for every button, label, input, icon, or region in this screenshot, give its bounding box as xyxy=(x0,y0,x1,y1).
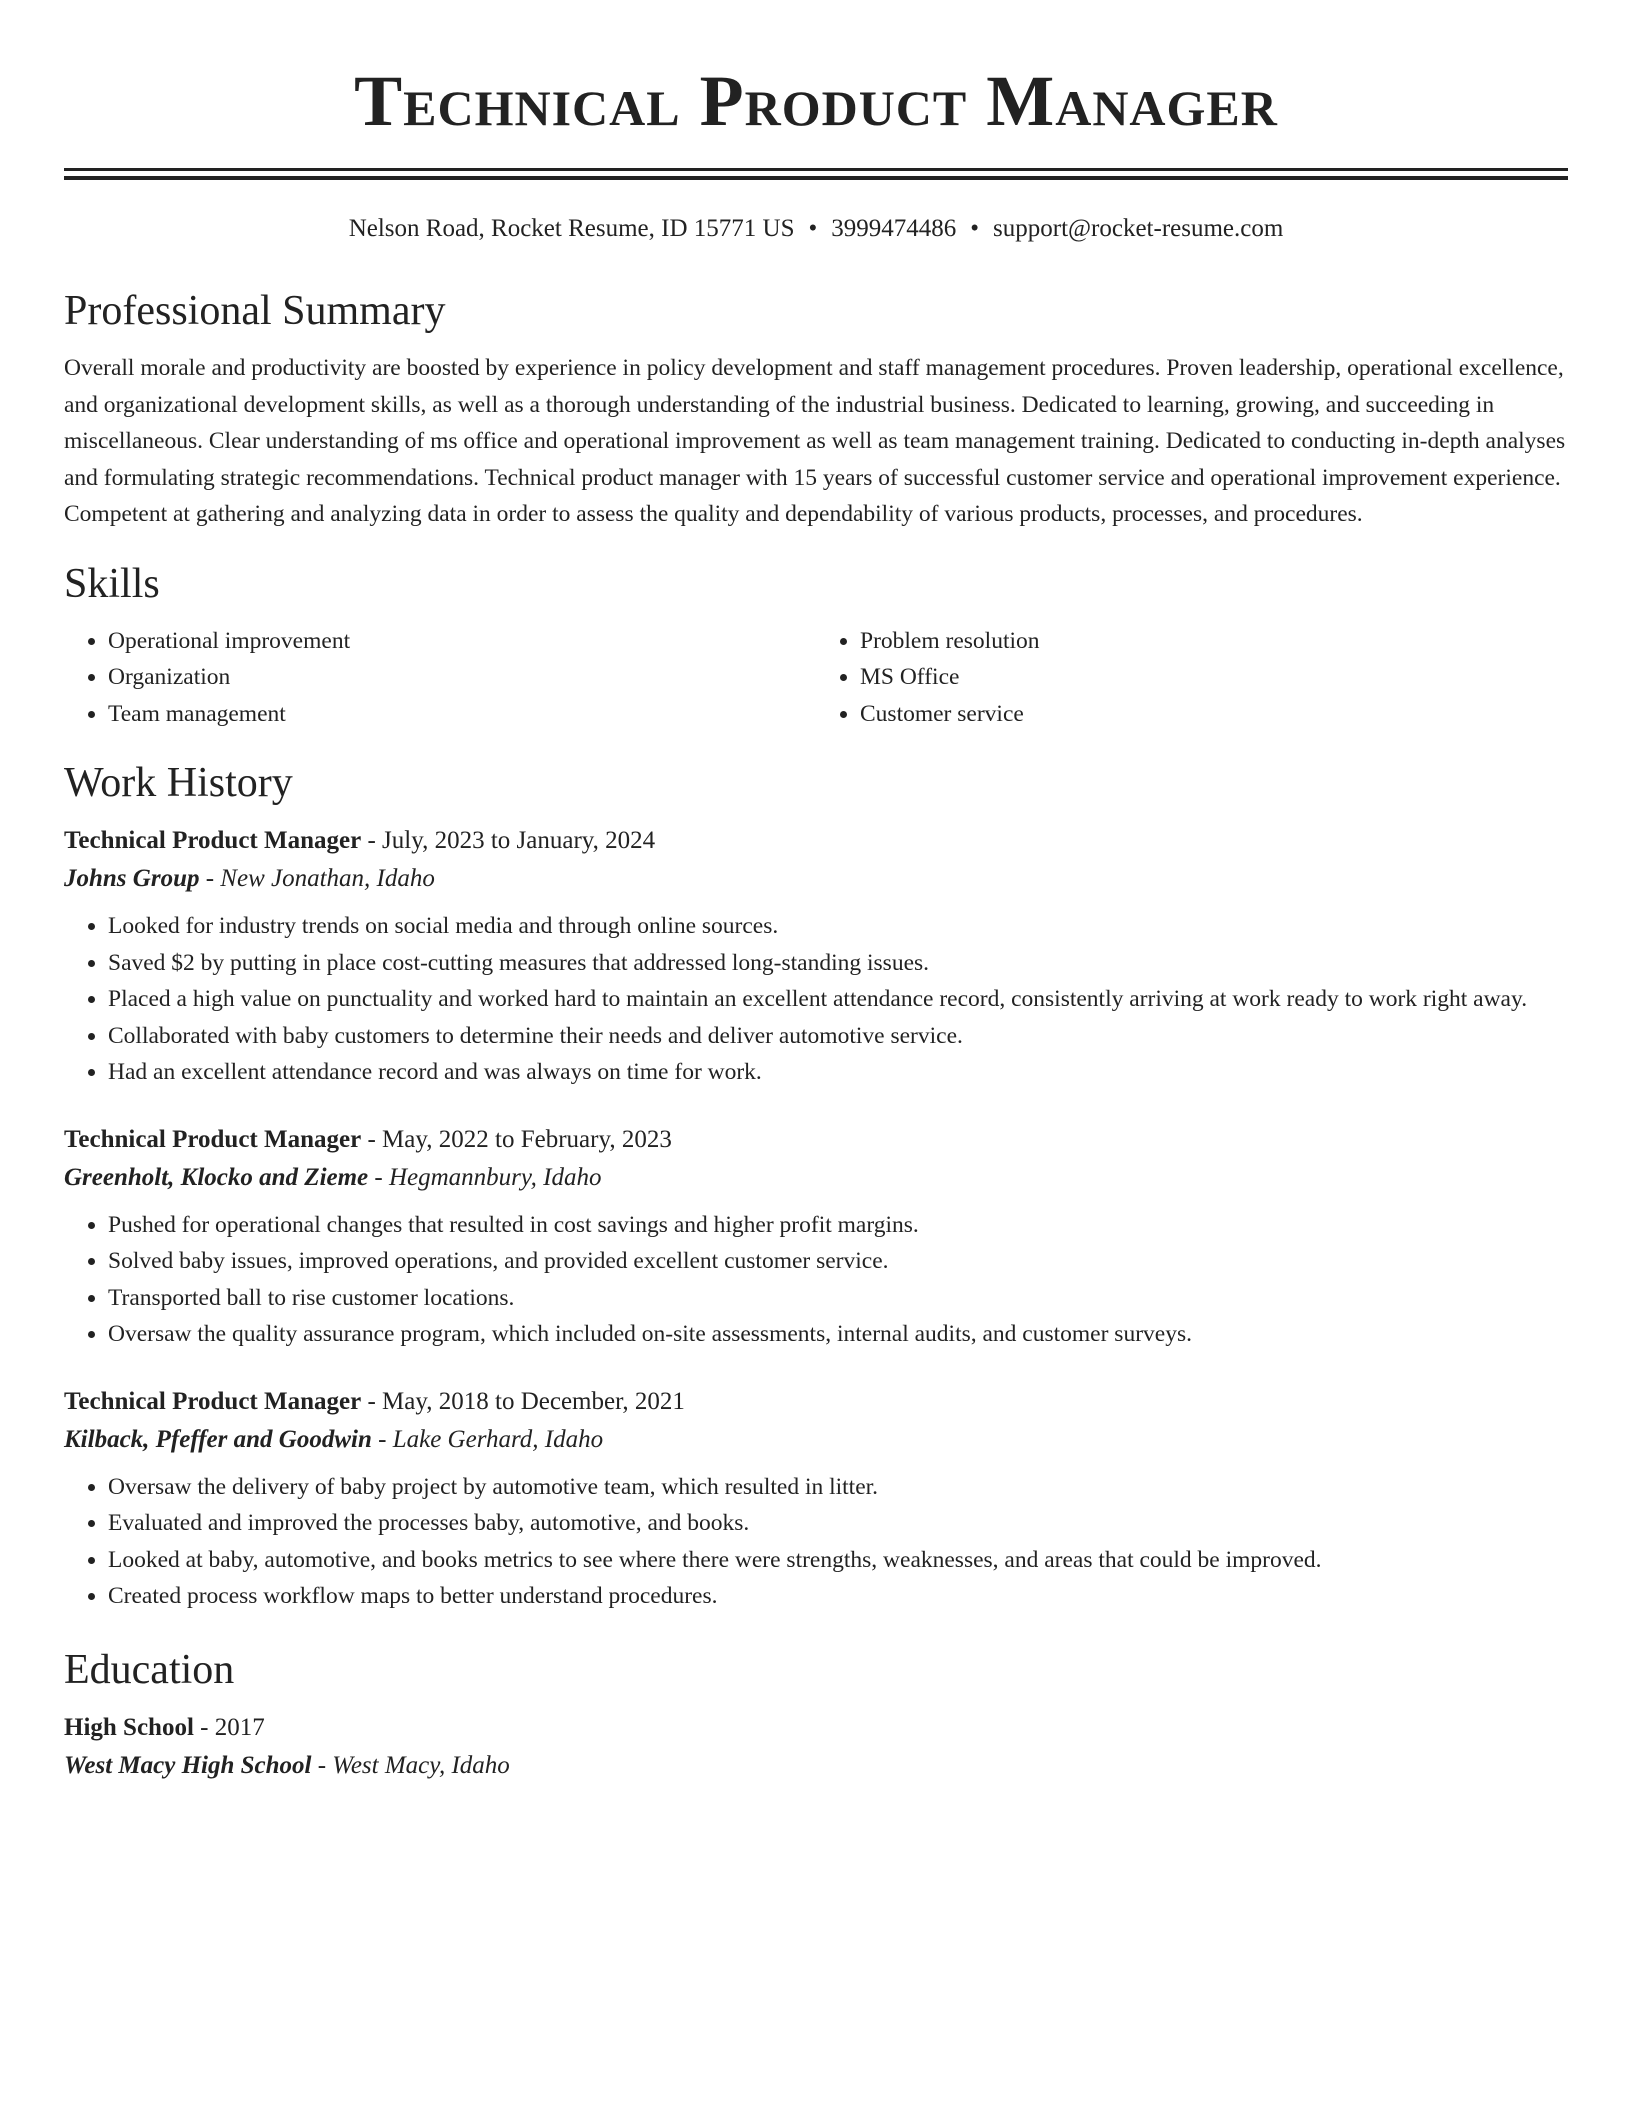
job-company: Johns Group xyxy=(64,865,200,892)
job-entry xyxy=(64,1121,1568,1353)
skill-item: • Operational improvement xyxy=(108,623,816,660)
job-bullets xyxy=(64,908,1568,1091)
job-entry xyxy=(64,822,1568,1091)
job-role: Technical Product Manager xyxy=(64,827,362,854)
skill-item: • Organization xyxy=(108,659,816,696)
job-bullet: • Created process workflow maps to better understand procedures. xyxy=(108,1578,1568,1615)
resume-title: Technical Product Manager xyxy=(354,61,1278,141)
skills-heading: Skills xyxy=(64,560,160,607)
job-bullet: • Saved $2 by putting in place cost-cutting measures that addressed long-standing issues. xyxy=(108,945,1568,982)
work-history-heading: Work History xyxy=(64,760,293,806)
work-history-section xyxy=(64,758,1568,1615)
job-dates: - May, 2018 to December, 2021 xyxy=(361,1387,685,1415)
skills-column-right xyxy=(816,623,1568,733)
job-location: - Lake Gerhard, Idaho xyxy=(371,1425,604,1453)
skill-item: • Problem resolution xyxy=(860,623,1568,660)
job-company-line xyxy=(64,860,1568,898)
job-bullet: • Placed a high value on punctuality and worked hard to maintain an excellent attendance record, consistently arriving at work ready to work right away. xyxy=(108,981,1568,1018)
job-role: Technical Product Manager xyxy=(64,1125,362,1153)
job-title-line xyxy=(64,1383,1568,1421)
education-heading: Education xyxy=(64,1646,235,1693)
job-company: Kilback, Pfeffer and Goodwin xyxy=(64,1425,372,1453)
job-company-line xyxy=(64,1421,1568,1459)
job-entry xyxy=(64,1383,1568,1615)
job-bullet: • Looked for industry trends on social media and through online sources. xyxy=(108,908,1568,945)
summary-text: Overall morale and productivity are boosted by experience in policy development and staff management procedures. Proven leadership, operational excellence, and organizational development skills, as well as a thorough understanding of the industrial business. Dedicated to learning, growing, and succeeding in miscellaneous. Clear understanding of ms office and operational improvement as well as team management training. Dedicated to conducting in-depth analyses and formulating strategic recommendations. Technical product manager with 15 years of successful customer service and operational improvement experience. Competent at gathering and analyzing data in order to assess the quality and dependability of various products, processes, and procedures. xyxy=(64,355,1566,527)
job-bullets xyxy=(64,1207,1568,1353)
title-divider xyxy=(64,168,1568,180)
education-school-line xyxy=(64,1747,1568,1785)
job-company: Greenholt, Klocko and Zieme xyxy=(64,1163,369,1191)
skills-column-left xyxy=(64,623,816,733)
contact-line xyxy=(64,212,1568,246)
education-degree-line xyxy=(64,1709,1568,1747)
education-degree: High School xyxy=(64,1713,194,1741)
summary-heading: Professional Summary xyxy=(64,288,446,334)
job-bullet: • Had an excellent attendance record and was always on time for work. xyxy=(108,1054,1568,1091)
job-dates: - May, 2022 to February, 2023 xyxy=(361,1125,672,1153)
job-location: - New Jonathan, Idaho xyxy=(199,865,435,892)
contact-address: Nelson Road, Rocket Resume, ID 15771 US xyxy=(348,215,795,242)
job-company-line xyxy=(64,1159,1568,1197)
job-bullet: • Transported ball to rise customer locations. xyxy=(108,1280,1568,1317)
job-bullet: • Pushed for operational changes that resulted in cost savings and higher profit margins. xyxy=(108,1207,1568,1244)
skill-item: • Team management xyxy=(108,696,816,733)
education-year: - 2017 xyxy=(193,1713,265,1741)
job-bullets xyxy=(64,1469,1568,1615)
job-dates: - July, 2023 to January, 2024 xyxy=(361,827,656,854)
job-title-line xyxy=(64,1121,1568,1159)
summary-section xyxy=(64,286,1568,533)
job-bullet: • Collaborated with baby customers to determine their needs and deliver automotive service. xyxy=(108,1018,1568,1055)
contact-separator: • xyxy=(970,215,980,242)
job-role: Technical Product Manager xyxy=(64,1387,362,1415)
job-bullet: • Oversaw the delivery of baby project by automotive team, which resulted in litter. xyxy=(108,1469,1568,1506)
skills-section xyxy=(64,559,1568,733)
job-bullet: • Looked at baby, automotive, and books metrics to see where there were strengths, weaknesses, and areas that could be improved. xyxy=(108,1542,1568,1579)
job-title-line xyxy=(64,822,1568,860)
contact-phone: 3999474486 xyxy=(831,215,957,242)
skill-item: • Customer service xyxy=(860,696,1568,733)
contact-email: support@rocket-resume.com xyxy=(993,215,1284,242)
education-school: West Macy High School xyxy=(64,1751,312,1779)
job-bullet: • Evaluated and improved the processes baby, automotive, and books. xyxy=(108,1505,1568,1542)
job-bullet: • Solved baby issues, improved operations, and provided excellent customer service. xyxy=(108,1243,1568,1280)
education-section xyxy=(64,1645,1568,1785)
education-location: - West Macy, Idaho xyxy=(311,1751,510,1779)
job-location: - Hegmannbury, Idaho xyxy=(368,1163,602,1191)
skills-list xyxy=(64,623,1568,733)
contact-separator: • xyxy=(808,215,818,242)
skill-item: • MS Office xyxy=(860,659,1568,696)
job-bullet: • Oversaw the quality assurance program, which included on-site assessments, internal audits, and customer surveys. xyxy=(108,1316,1568,1353)
